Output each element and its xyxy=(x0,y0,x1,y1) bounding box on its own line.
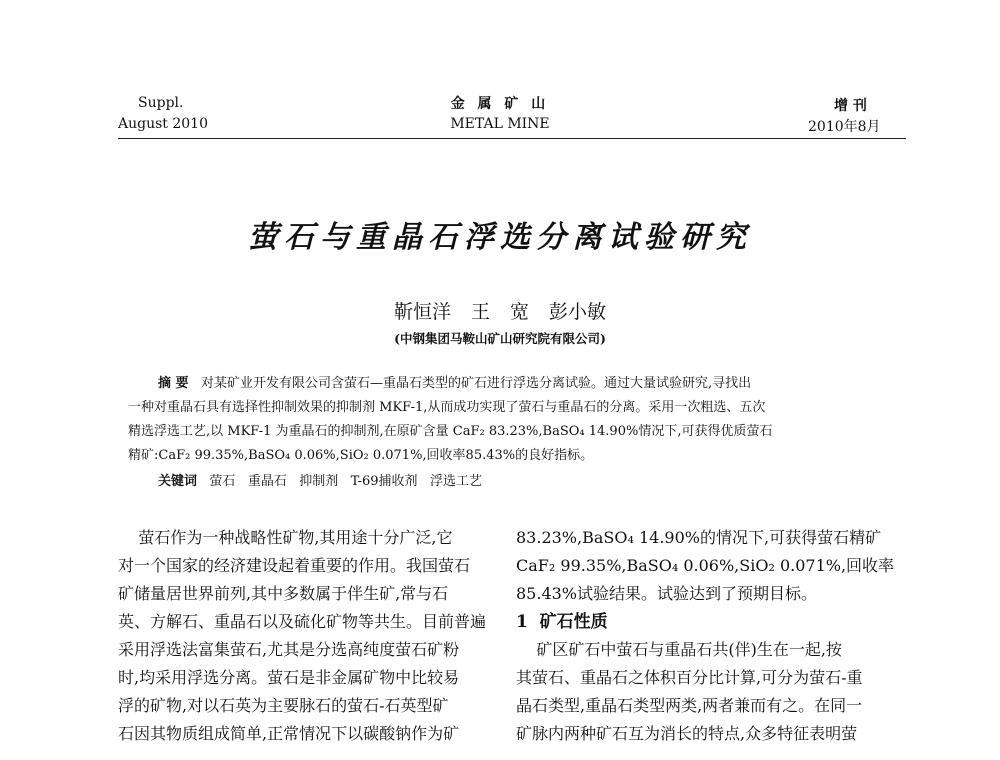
supplement-label-cn: 增 刊 xyxy=(834,98,867,114)
body-line: 萤石作为一种战略性矿物,其用途十分广泛,它 xyxy=(118,528,453,547)
body-line: 85.43%试验结果。试验达到了预期目标。 xyxy=(516,584,818,603)
abstract-line: 一种对重晶石具有选择性抑制效果的抑制剂 MKF-1,从而成功实现了萤石与重晶石的分离。采用一次粗选、五次 xyxy=(128,400,766,415)
keywords-line xyxy=(158,470,482,494)
journal-name-en: METAL MINE xyxy=(450,116,550,132)
body-line: 矿脉内两种矿石互为消长的特点,众多特征表明萤 xyxy=(516,724,858,743)
right-column xyxy=(516,524,900,760)
body-line: 对一个国家的经济建设起着重要的作用。我国萤石 xyxy=(118,556,471,575)
journal-name-cn: 金 属 矿 山 xyxy=(450,96,550,112)
abstract-line: 精选浮选工艺,以 MKF-1 为重晶石的抑制剂,在原矿含量 CaF₂ 83.23%,BaSO₄ 14.90%情况下,可获得优质萤石 xyxy=(128,424,773,439)
header-rule xyxy=(118,138,906,139)
paper-authors: 靳恒洋 王 宽 彭小敏 xyxy=(393,301,607,323)
abstract-text: 对某矿业开发有限公司含萤石—重晶石类型的矿石进行浮选分离试验。通过大量试验研究,寻找出 xyxy=(200,376,752,391)
issue-date-cn: 2010年8月 xyxy=(808,119,881,135)
left-column xyxy=(118,524,493,760)
body-line: 晶石类型,重晶石类型两类,两者兼而有之。在同一 xyxy=(516,696,863,715)
journal-supplement-label: Suppl. xyxy=(138,95,184,111)
body-line: 石因其物质组成简单,正常情况下以碳酸钠作为矿 xyxy=(118,724,460,743)
body-line: 时,均采用浮选分离。萤石是非金属矿物中比较易 xyxy=(118,668,460,687)
body-line: 英、方解石、重晶石以及硫化矿物等共生。目前普遍 xyxy=(118,612,487,631)
keywords-text: 萤石 重晶石 抑制剂 T-69捕收剂 浮选工艺 xyxy=(209,474,482,489)
section-heading: 1 矿石性质 xyxy=(516,612,608,632)
body-line: 矿区矿石中萤石与重晶石共(伴)生在一起,按 xyxy=(516,640,842,659)
abstract-line: 精矿:CaF₂ 99.35%,BaSO₄ 0.06%,SiO₂ 0.071%,回收率85.43%的良好指标。 xyxy=(128,448,594,463)
journal-issue-date: August 2010 xyxy=(118,116,208,132)
body-line: 浮的矿物,对以石英为主要脉石的萤石-石英型矿 xyxy=(118,696,449,715)
paper-title: 萤石与重晶石浮选分离试验研究 xyxy=(248,220,752,255)
abstract-label: 摘 要 xyxy=(158,376,189,391)
author-affiliation: (中钢集团马鞍山矿山研究院有限公司) xyxy=(394,331,606,346)
body-line: 其萤石、重晶石之体积百分比计算,可分为萤石-重 xyxy=(516,668,863,687)
body-line: 采用浮选法富集萤石,尤其是分选高纯度萤石矿粉 xyxy=(118,640,460,659)
body-line: 矿储量居世界前列,其中多数属于伴生矿,常与石 xyxy=(118,584,449,603)
body-line: CaF₂ 99.35%,BaSO₄ 0.06%,SiO₂ 0.071%,回收率 xyxy=(516,556,895,575)
body-line: 83.23%,BaSO₄ 14.90%的情况下,可获得萤石精矿 xyxy=(516,528,882,547)
abstract xyxy=(128,372,880,502)
abstract-line xyxy=(158,372,751,396)
keywords-label: 关键词 xyxy=(158,474,198,489)
